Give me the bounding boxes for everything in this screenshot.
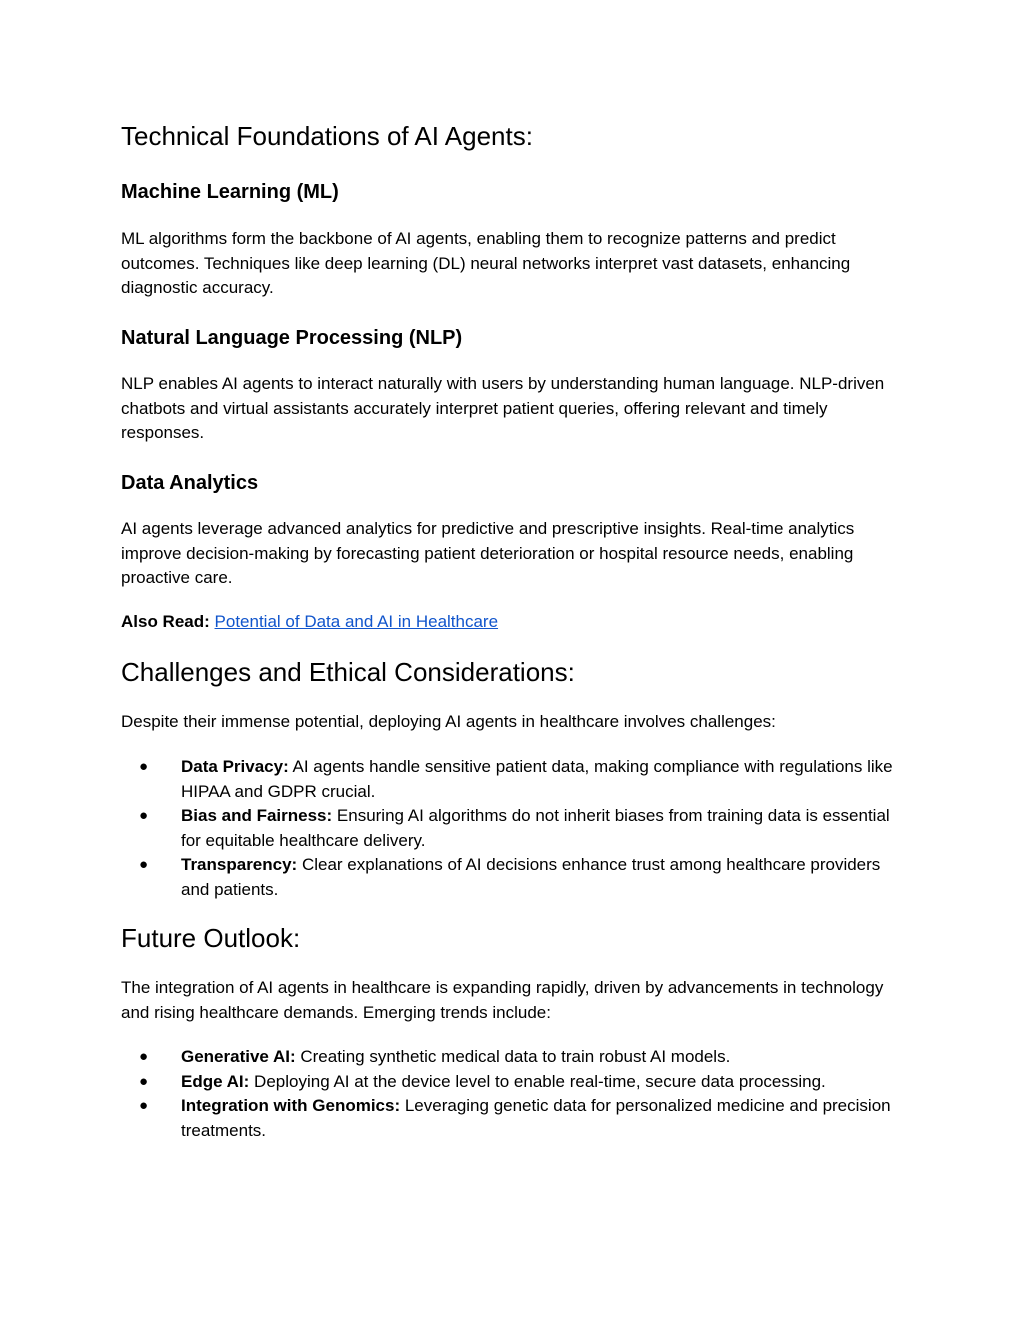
list-item-term: Transparency: xyxy=(181,855,298,875)
also-read-link[interactable]: Potential of Data and AI in Healthcare xyxy=(214,612,499,631)
bullet-icon: ● xyxy=(139,856,149,874)
list-item xyxy=(121,1070,911,1095)
list-item-text: Leveraging genetic data for personalized medicine and precision treatments. xyxy=(181,1096,891,1140)
heading-technical-foundations: Technical Foundations of AI Agents: xyxy=(121,121,533,151)
paragraph-nlp: NLP enables AI agents to interact naturally with users by understanding human language. NLP-driven chatbots and virtual assistants accurately interpret patient queries, offering relevant and timely responses. xyxy=(121,374,885,443)
list-item-term: Integration with Genomics: xyxy=(181,1096,401,1116)
list-item xyxy=(121,1045,911,1070)
list-item-term: Generative AI: xyxy=(181,1047,296,1066)
list-item-text: AI agents handle sensitive patient data, making compliance with regulations like HIPAA and GDPR crucial. xyxy=(181,757,893,801)
future-trends-list xyxy=(121,1045,911,1143)
list-item-text: Deploying AI at the device level to enable real-time, secure data processing. xyxy=(249,1071,826,1091)
bullet-icon: ● xyxy=(139,1048,149,1065)
paragraph-data-analytics: AI agents leverage advanced analytics for predictive and prescriptive insights. Real-time analytics improve decision-making by forecasting patient deterioration or hospital resource needs, enabling proactive care. xyxy=(121,519,855,588)
heading-future-outlook: Future Outlook: xyxy=(121,923,301,953)
also-read-label: Also Read: xyxy=(121,612,210,631)
heading-machine-learning: Machine Learning (ML) xyxy=(121,181,339,203)
paragraph-machine-learning: ML algorithms form the backbone of AI agents, enabling them to recognize patterns and predict outcomes. Techniques like deep learning (DL) neural networks interpret vast datasets, enhancing diagnostic accuracy. xyxy=(121,229,851,298)
bullet-icon: ● xyxy=(139,1072,149,1090)
heading-nlp: Natural Language Processing (NLP) xyxy=(121,327,463,349)
list-item xyxy=(121,1094,911,1143)
list-item-term: Bias and Fairness: xyxy=(181,806,333,826)
list-item-term: Data Privacy: xyxy=(181,757,289,776)
list-item xyxy=(121,755,911,804)
list-item-text: Ensuring AI algorithms do not inherit biases from training data is essential for equitable healthcare delivery. xyxy=(181,806,890,850)
bullet-icon: ● xyxy=(139,758,149,775)
list-item xyxy=(121,804,911,853)
paragraph-challenges-intro: Despite their immense potential, deploying AI agents in healthcare involves challenges: xyxy=(121,712,776,731)
challenges-list xyxy=(121,755,911,903)
paragraph-future-intro: The integration of AI agents in healthcare is expanding rapidly, driven by advancements in technology and rising healthcare demands. Emerging trends include: xyxy=(121,978,884,1022)
list-item-text: Clear explanations of AI decisions enhance trust among healthcare providers and patients. xyxy=(181,855,881,899)
heading-data-analytics: Data Analytics xyxy=(121,472,259,494)
bullet-icon: ● xyxy=(139,1097,149,1115)
list-item-text: Creating synthetic medical data to train robust AI models. xyxy=(295,1047,731,1066)
also-read-line xyxy=(121,610,911,635)
bullet-icon: ● xyxy=(139,807,149,825)
list-item-term: Edge AI: xyxy=(181,1071,250,1091)
list-item xyxy=(121,853,911,902)
heading-challenges: Challenges and Ethical Considerations: xyxy=(121,657,575,687)
